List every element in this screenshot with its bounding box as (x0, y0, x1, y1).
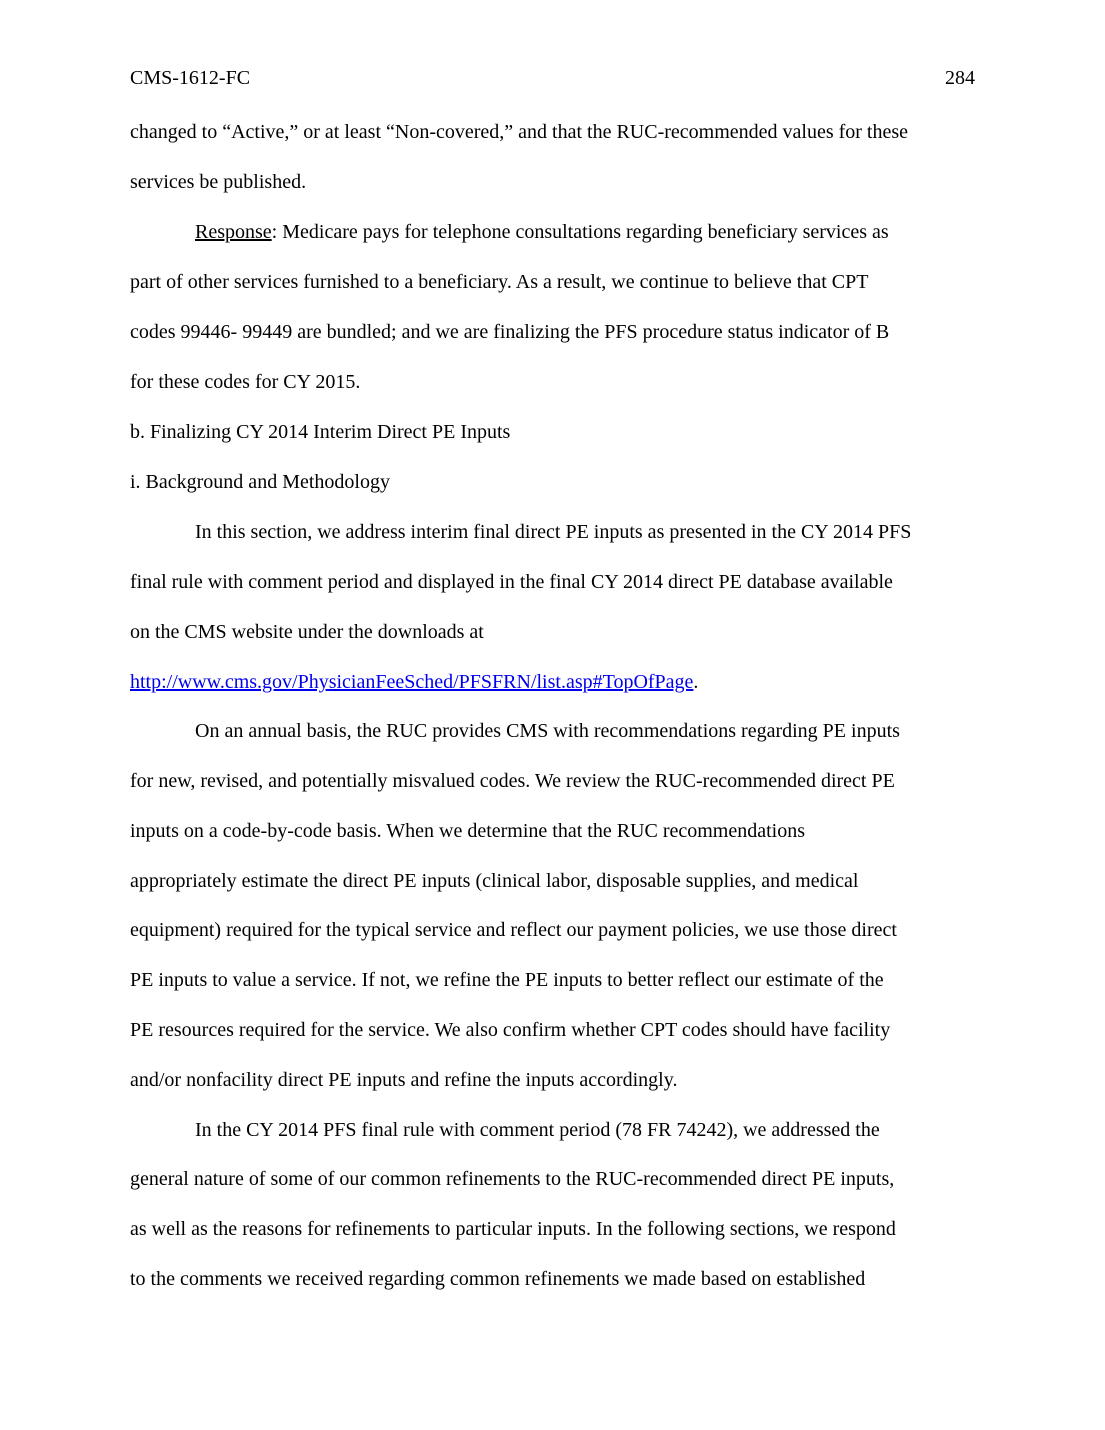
body-line: general nature of some of our common refinements to the RUC-recommended direct PE inputs, (130, 1168, 895, 1190)
section-heading-i: i. Background and Methodology (130, 471, 390, 493)
response-text: : Medicare pays for telephone consultations regarding beneficiary services as (271, 221, 889, 243)
body-line: changed to “Active,” or at least “Non-covered,” and that the RUC-recommended values for these (130, 121, 909, 143)
body-line: part of other services furnished to a beneficiary. As a result, we continue to believe that CPT (130, 271, 869, 293)
body-line: for these codes for CY 2015. (130, 371, 361, 393)
body-line: PE resources required for the service. We also confirm whether CPT codes should have facility (130, 1019, 891, 1041)
body-line: as well as the reasons for refinements to particular inputs. In the following sections, we respond (130, 1218, 896, 1240)
body-line: and/or nonfacility direct PE inputs and refine the inputs accordingly. (130, 1069, 678, 1091)
body-line: codes 99446- 99449 are bundled; and we are finalizing the PFS procedure status indicator of B (130, 321, 890, 343)
section-heading-b: b. Finalizing CY 2014 Interim Direct PE Inputs (130, 421, 511, 443)
document-id-header: CMS-1612-FC (130, 67, 251, 89)
cms-downloads-link[interactable]: http://www.cms.gov/PhysicianFeeSched/PFSFRN/list.asp#TopOfPage (130, 671, 694, 693)
body-line: equipment) required for the typical service and reflect our payment policies, we use those direct (130, 919, 897, 941)
body-line: services be published. (130, 171, 307, 193)
body-line: final rule with comment period and displayed in the final CY 2014 direct PE database available (130, 571, 893, 593)
body-line: PE inputs to value a service. If not, we refine the PE inputs to better reflect our estimate of the (130, 969, 884, 991)
body-line: In this section, we address interim final direct PE inputs as presented in the CY 2014 PFS (195, 521, 912, 543)
link-period: . (693, 671, 699, 693)
body-line: appropriately estimate the direct PE inputs (clinical labor, disposable supplies, and medical (130, 870, 859, 892)
link-line (130, 670, 698, 694)
body-line: for new, revised, and potentially misvalued codes. We review the RUC-recommended direct PE (130, 770, 895, 792)
response-label: Response (195, 221, 272, 243)
body-line: inputs on a code-by-code basis. When we determine that the RUC recommendations (130, 820, 805, 842)
body-line: to the comments we received regarding common refinements we made based on established (130, 1268, 866, 1290)
response-paragraph-line (195, 220, 889, 244)
body-line: on the CMS website under the downloads at (130, 621, 484, 643)
body-line: On an annual basis, the RUC provides CMS with recommendations regarding PE inputs (195, 720, 900, 742)
page-number: 284 (945, 67, 975, 89)
body-line: In the CY 2014 PFS final rule with comment period (78 FR 74242), we addressed the (195, 1119, 880, 1141)
